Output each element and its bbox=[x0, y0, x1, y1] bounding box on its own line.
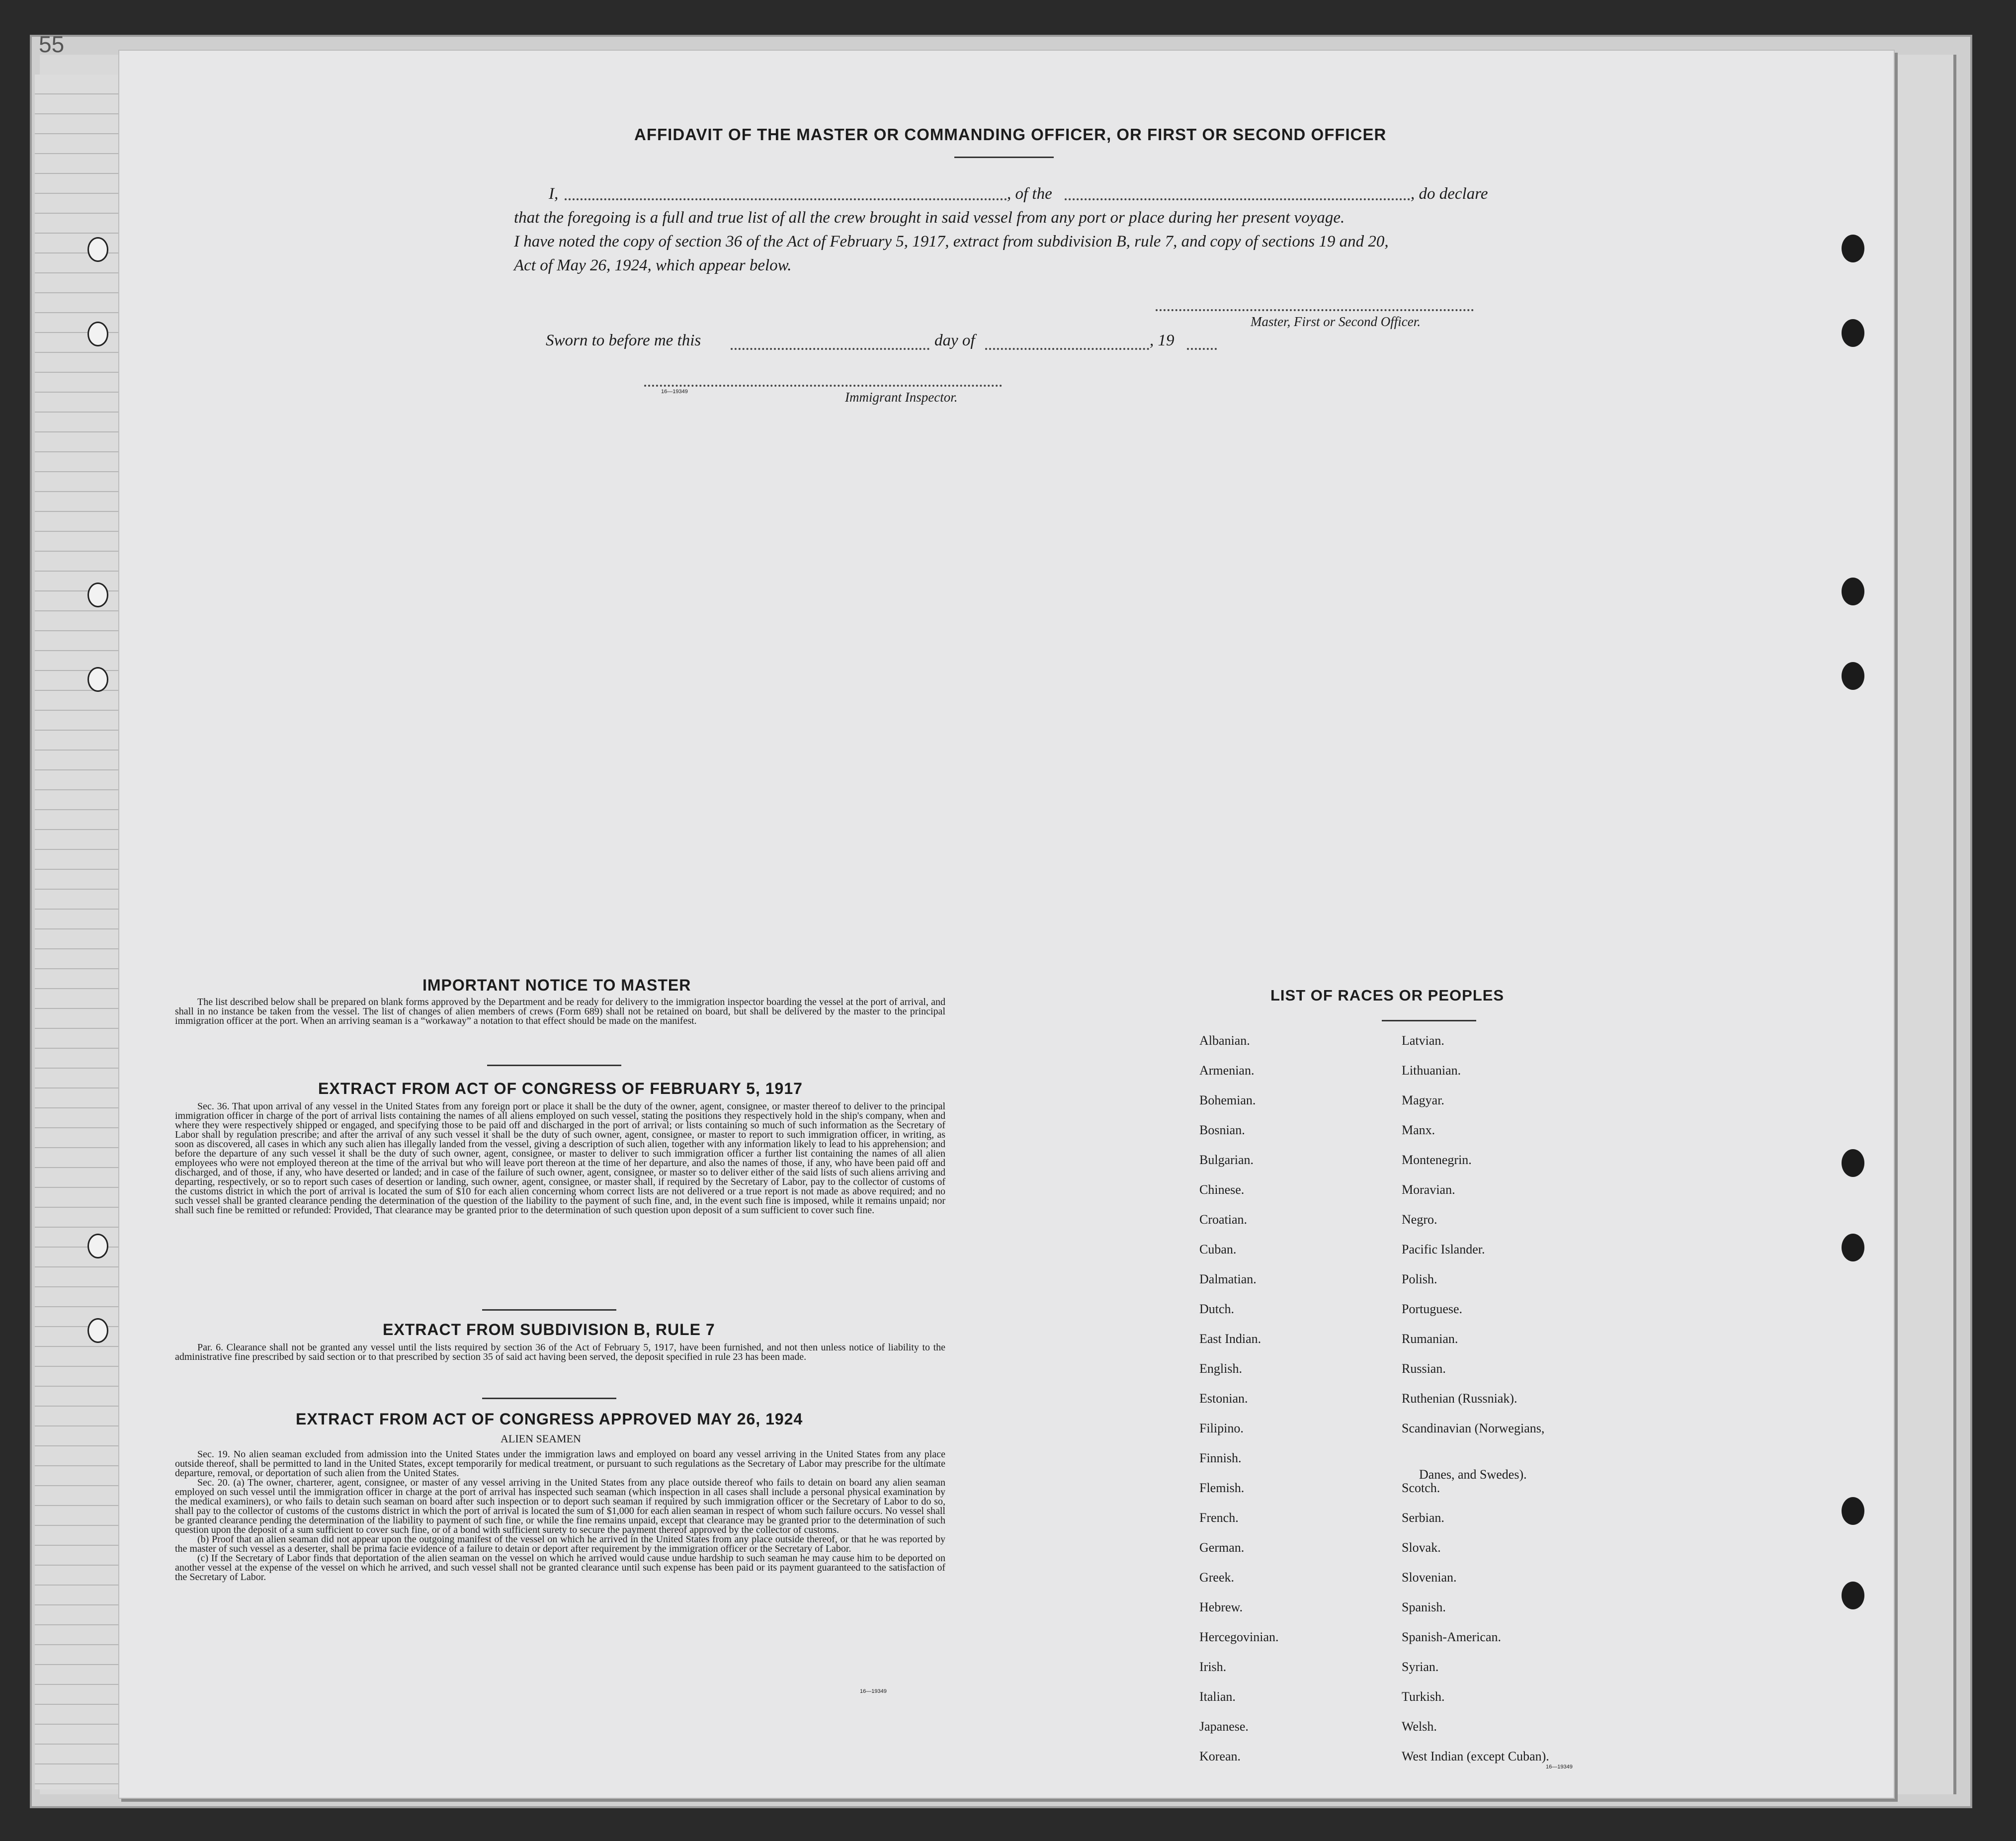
race-item: Chinese. bbox=[1199, 1182, 1245, 1197]
race-item: Hercegovinian. bbox=[1199, 1630, 1279, 1644]
race-item: Spanish-American. bbox=[1402, 1630, 1502, 1644]
race-item: Magyar. bbox=[1402, 1093, 1444, 1107]
races-title-underline bbox=[1382, 1020, 1476, 1021]
extract-form-code: 16—19349 bbox=[860, 1688, 887, 1694]
vessel-blank-line bbox=[1065, 198, 1410, 200]
notice-text bbox=[175, 998, 945, 1026]
affidavit-i-label: I, bbox=[549, 185, 559, 203]
race-item: German. bbox=[1199, 1540, 1245, 1555]
sec-20a-paragraph: Sec. 20. (a) The owner, charterer, agent, consignee, or master of any vessel arriving in the United States from any place outside thereof who fails to detain on board any alien seaman employed on such vessel until the immigration officer in charge at the port of arrival has inspected such seaman (which inspection in all cases shall include a personal physical examination by the medical examiners), or who fails to detain such seaman on board after such inspection or to deport such seaman if required by such immigration officer or the Secretary of Labor to do so, shall pay to the collector of customs of the customs district in which the port of arrival is located the sum of $1,000 for each alien seaman in respect of whom such failure occurs. No vessel shall be granted clearance pending the determination of the liability to payment of such fine, or while the fine remains unpaid, except that clearance may be granted prior to the determination of such question upon the deposit of a sum sufficient to cover such fine, or of a bond with sufficient surety to secure the payment thereof approved by the collector of customs. bbox=[175, 1477, 945, 1535]
punch-hole-left bbox=[87, 667, 108, 692]
master-signature-line bbox=[1156, 309, 1474, 311]
affidavit-line-3: I have noted the copy of section 36 of the Act of February 5, 1917, extract from subdivision B, rule 7, and copy of sections 19 and 20, bbox=[514, 233, 1389, 251]
year-line bbox=[1187, 348, 1217, 350]
punch-hole-left bbox=[87, 1318, 108, 1343]
races-form-code: 16—19349 bbox=[1546, 1764, 1573, 1770]
punch-hole-left bbox=[87, 583, 108, 607]
race-item: Syrian. bbox=[1402, 1660, 1439, 1674]
race-item: French. bbox=[1199, 1510, 1239, 1525]
race-item: Croatian. bbox=[1199, 1212, 1248, 1227]
punch-hole-right bbox=[1842, 1497, 1864, 1525]
inspector-label: Immigrant Inspector. bbox=[845, 390, 958, 405]
notice-title: IMPORTANT NOTICE TO MASTER bbox=[422, 976, 691, 994]
race-item: Slovenian. bbox=[1402, 1570, 1457, 1585]
race-item: Montenegrin. bbox=[1402, 1153, 1472, 1167]
subdivision-text bbox=[175, 1343, 945, 1362]
affidavit-of-the: , of the bbox=[1007, 185, 1052, 203]
race-item: Hebrew. bbox=[1199, 1600, 1243, 1614]
race-item: English. bbox=[1199, 1361, 1242, 1376]
year-text: , 19 bbox=[1150, 332, 1175, 349]
race-item: Bosnian. bbox=[1199, 1123, 1245, 1137]
day-of-text: day of bbox=[934, 332, 975, 349]
race-item: Finnish. bbox=[1199, 1451, 1242, 1465]
punch-hole-right bbox=[1842, 1149, 1864, 1177]
race-item: Bohemian. bbox=[1199, 1093, 1256, 1107]
affidavit-line-2: that the foregoing is a full and true list of all the crew brought in said vessel from any port or place during her present voyage. bbox=[514, 209, 1345, 227]
inspector-signature-line bbox=[644, 385, 1002, 387]
race-item: Greek. bbox=[1199, 1570, 1235, 1585]
race-item: Irish. bbox=[1199, 1660, 1227, 1674]
punch-hole-right bbox=[1842, 1582, 1864, 1609]
extract-1924-subtitle: ALIEN SEAMEN bbox=[501, 1432, 581, 1445]
extract-1917-paragraph: Sec. 36. That upon arrival of any vessel in the United States from any foreign port or place it shall be the duty of the owner, agent, consignee, or master thereof to deliver to the principal immigration officer in charge of the port of arrival lists containing the names of all aliens employed on such vessel, stating the positions they respectively hold in the ship's company, when and where they were respectively shipped or engaged, and specifying those to be paid off and discharged in the port of arrival; or lists containing so much of such information as the Secretary of Labor shall by regulation prescribe; and after the arrival of any such vessel it shall be the duty of such owner, agent, consignee, or master to report to such immigration officer, in writing, as soon as discovered, all cases in which any such alien has illegally landed from the vessel, giving a description of such alien, together with any information likely to lead to his apprehension; and before the departure of any such vessel it shall be the duty of such owner, agent, consignee, or master to deliver to such immigration officer a further list containing the names of all alien employees who were not employed thereon at the time of the arrival but who will leave port thereon at the time of her departure, and also the names of those, if any, who have been paid off and discharged, and of those, if any, who have deserted or landed; and in case of the failure of such owner, agent, consignee, or master so to deliver either of the said lists of such aliens arriving and departing, respectively, or so to report such cases of desertion or landing, such owner, agent, consignee, or master shall, if required by the Secretary of Labor, pay to the collector of customs of the customs district in which the port of arrival is located the sum of $10 for each alien concerning whom correct lists are not delivered or a true report is not made as above required; and no such vessel shall be granted clearance pending the determination of the question of the liability to the payment of such fine, and, in the event such fine is imposed, while it remains unpaid; nor shall such fine be remitted or refunded: Provided, That clearance may be granted prior to the determination of such question upon deposit of a sum sufficient to cover such fine. bbox=[175, 1101, 945, 1216]
sworn-day-line bbox=[731, 348, 929, 350]
race-item: Rumanian. bbox=[1402, 1332, 1458, 1346]
race-item: Italian. bbox=[1199, 1689, 1236, 1704]
race-item: Dalmatian. bbox=[1199, 1272, 1257, 1286]
race-item: Spanish. bbox=[1402, 1600, 1446, 1614]
race-item: Moravian. bbox=[1402, 1182, 1455, 1197]
affidavit-title: AFFIDAVIT OF THE MASTER OR COMMANDING OFFICER, OR FIRST OR SECOND OFFICER bbox=[634, 125, 1387, 144]
race-item: Estonian. bbox=[1199, 1391, 1248, 1406]
section-divider bbox=[487, 1065, 621, 1066]
punch-hole-right bbox=[1842, 1234, 1864, 1261]
punch-hole-right bbox=[1842, 235, 1864, 262]
name-blank-line bbox=[565, 198, 1007, 200]
race-item: Slovak. bbox=[1402, 1540, 1441, 1555]
sec-20c-paragraph: (c) If the Secretary of Labor finds that deportation of the alien seaman on the vessel on which he arrived would cause undue hardship to such seaman he may cause him to be deported on another vessel at the expense of the vessel on which he arrived, and such vessel shall not be granted clearance until such expense has been paid or its payment guaranteed to the satisfaction of the Secretary of Labor. bbox=[175, 1553, 945, 1583]
extract-1924-title: EXTRACT FROM ACT OF CONGRESS APPROVED MAY 26, 1924 bbox=[296, 1410, 803, 1428]
sec-20b-paragraph: (b) Proof that an alien seaman did not appear upon the outgoing manifest of the vessel on which he arrived in the United States from any place outside thereof, or that he was reported by the master of such vessel as a deserter, shall be prima facie evidence of a failure to detain or deport after requirement by the immigration officer or the Secretary of Labor. bbox=[175, 1534, 945, 1554]
race-item: Negro. bbox=[1402, 1212, 1437, 1227]
race-item: Welsh. bbox=[1402, 1719, 1437, 1734]
race-item: Dutch. bbox=[1199, 1302, 1235, 1316]
race-item: Danes, and Swedes). bbox=[1419, 1467, 1527, 1482]
subdivision-paragraph: Par. 6. Clearance shall not be granted any vessel until the lists required by section 36 of the Act of February 5, 1917, have been furnished, and not then unless notice of liability to the administrative fine prescribed by said section or to that prescribed by section 35 of said act having been served, the deposit specified in rule 23 has been made. bbox=[175, 1342, 945, 1362]
extract-1917-text bbox=[175, 1102, 945, 1215]
punch-hole-right bbox=[1842, 578, 1864, 605]
race-item: Portuguese. bbox=[1402, 1302, 1463, 1316]
punch-hole-right bbox=[1842, 662, 1864, 690]
subdivision-title: EXTRACT FROM SUBDIVISION B, RULE 7 bbox=[383, 1321, 715, 1339]
race-item: Armenian. bbox=[1199, 1063, 1255, 1078]
race-item: Serbian. bbox=[1402, 1510, 1444, 1525]
race-item: Scandinavian (Norwegians, bbox=[1402, 1421, 1545, 1435]
punch-hole-left bbox=[87, 1234, 108, 1258]
race-item: Russian. bbox=[1402, 1361, 1446, 1376]
document-page bbox=[118, 50, 1895, 1799]
race-item: Lithuanian. bbox=[1402, 1063, 1461, 1078]
race-item: Japanese. bbox=[1199, 1719, 1249, 1734]
form-code: 16—19349 bbox=[661, 389, 688, 395]
race-item: Latvian. bbox=[1402, 1033, 1444, 1048]
sworn-text: Sworn to before me this bbox=[546, 332, 701, 349]
master-signature-label: Master, First or Second Officer. bbox=[1251, 314, 1421, 329]
race-item: Bulgarian. bbox=[1199, 1153, 1254, 1167]
notice-paragraph: The list described below shall be prepared on blank forms approved by the Department and be ready for delivery to the immigration inspector boarding the vessel at the port of arrival, and shall in no instance be taken from the vessel. The list of changes of alien members of crews (Form 689) shall not be retained on board, but shall be delivered by the master to the principal immigration officer at the port. When an arriving seaman is a “workaway” a notation to that effect should be made on the manifest. bbox=[175, 997, 945, 1026]
extract-1917-title: EXTRACT FROM ACT OF CONGRESS OF FEBRUARY 5, 1917 bbox=[318, 1080, 803, 1097]
punch-hole-left bbox=[87, 322, 108, 346]
races-title: LIST OF RACES OR PEOPLES bbox=[1270, 987, 1505, 1004]
race-item: East Indian. bbox=[1199, 1332, 1261, 1346]
margin-page-code: 55 bbox=[39, 31, 65, 57]
punch-hole-left bbox=[87, 237, 108, 262]
race-item: Albanian. bbox=[1199, 1033, 1250, 1048]
race-item: Scotch. bbox=[1402, 1481, 1440, 1495]
race-item: Cuban. bbox=[1199, 1242, 1237, 1256]
race-item: Korean. bbox=[1199, 1749, 1241, 1763]
sec-19-paragraph: Sec. 19. No alien seaman excluded from admission into the United States under the immigration laws and employed on board any vessel arriving in the United States from any place outside thereof, shall be permitted to land in the United States, except temporarily for medical treatment, or pursuant to such regulations as the Secretary of Labor may prescribe for the ultimate departure, removal, or deportation of such alien from the United States. bbox=[175, 1449, 945, 1479]
race-item: Ruthenian (Russniak). bbox=[1402, 1391, 1517, 1406]
race-item: Filipino. bbox=[1199, 1421, 1244, 1435]
section-divider bbox=[482, 1398, 616, 1399]
month-line bbox=[985, 348, 1149, 350]
affidavit-do-declare: , do declare bbox=[1411, 185, 1488, 203]
punch-hole-right bbox=[1842, 319, 1864, 347]
race-item: West Indian (except Cuban). bbox=[1402, 1749, 1549, 1763]
section-divider bbox=[482, 1309, 616, 1311]
race-item: Manx. bbox=[1402, 1123, 1435, 1137]
affidavit-line-4: Act of May 26, 1924, which appear below. bbox=[514, 256, 792, 274]
extract-1924-text bbox=[175, 1450, 945, 1582]
race-item: Pacific Islander. bbox=[1402, 1242, 1485, 1256]
race-item: Turkish. bbox=[1402, 1689, 1445, 1704]
title-underline bbox=[954, 157, 1054, 158]
race-item: Flemish. bbox=[1199, 1481, 1245, 1495]
race-item: Polish. bbox=[1402, 1272, 1437, 1286]
